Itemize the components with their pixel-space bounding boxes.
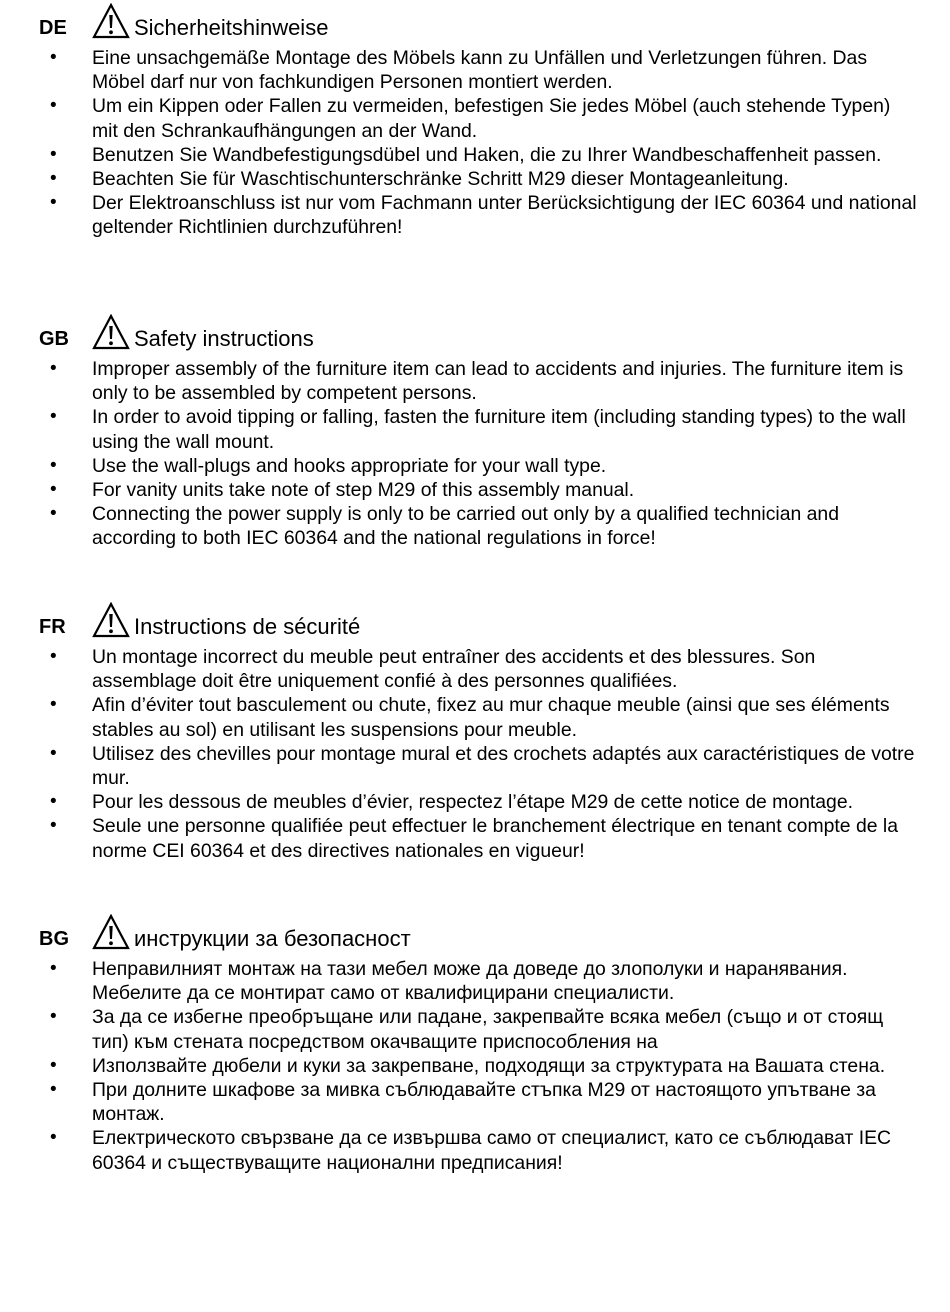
list-item [0,94,950,142]
language-code: BG [39,928,69,950]
section-heading [0,911,950,957]
language-code: DE [39,17,67,39]
list-item-text: Der Elektroanschluss ist nur vom Fachmann unter Berücksichtigung der IEC 60364 und national geltender Richtlinien durchzuführen! [92,192,917,239]
bullet-icon: • [50,503,57,525]
bullet-icon: • [50,791,57,813]
bullet-icon: • [50,815,57,837]
list-item [0,405,950,453]
warning-triangle-icon [92,314,130,350]
section-heading [0,0,950,46]
bullet-icon: • [50,406,57,428]
instruction-list [0,46,950,240]
bullet-icon: • [50,143,57,165]
section-fr [0,599,950,863]
list-item-text: In order to avoid tipping or falling, fasten the furniture item (including standing types) to the wall using the wall mount. [92,406,906,453]
list-item [0,742,950,790]
list-item [0,814,950,862]
warning-triangle-icon [92,602,130,638]
list-item-text: Improper assembly of the furniture item can lead to accidents and injuries. The furniture item is only to be assembled by competent persons. [92,358,904,405]
list-item-text: Pour les dessous de meubles d’évier, respectez l’étape M29 de cette notice de montage. [92,791,853,814]
list-item-text: Benutzen Sie Wandbefestigungsdübel und Haken, die zu Ihrer Wandbeschaffenheit passen. [92,143,882,166]
list-item [0,693,950,741]
list-item-text: For vanity units take note of step M29 of this assembly manual. [92,479,635,502]
list-item-text: Beachten Sie für Waschtischunterschränke Schritt M29 dieser Montageanleitung. [92,168,789,191]
list-item [0,1054,950,1078]
list-item [0,1005,950,1053]
bullet-icon: • [50,1006,57,1028]
list-item-text: Utilisez des chevilles pour montage mural et des crochets adaptés aux caractéristiques de votre mur. [92,742,915,790]
instruction-list [0,957,950,1175]
list-item [0,454,950,478]
list-item-text: Неправилният монтаж на тази мебел може да доведе до злополуки и наранявания. Мебелите да се монтират само от квалифицирани специалисти. [92,958,848,1005]
list-item-text: Connecting the power supply is only to be carried out only by a qualified technician and according to both IEC 60364 and the national regulations in force! [92,503,840,550]
list-item [0,957,950,1005]
section-heading [0,311,950,357]
list-item [0,1078,950,1126]
language-code: GB [39,328,69,350]
list-item [0,191,950,239]
section-de [0,0,950,240]
bullet-icon: • [50,1079,57,1101]
list-item-text: Eine unsachgemäße Montage des Möbels kann zu Unfällen und Verletzungen führen. Das Möbel darf nur von fachkundigen Personen montiert werden. [92,47,868,94]
list-item [0,167,950,191]
bullet-icon: • [50,192,57,214]
section-title: Safety instructions [134,326,314,351]
section-heading [0,599,950,645]
bullet-icon: • [50,1127,57,1149]
list-item-text: Um ein Kippen oder Fallen zu vermeiden, befestigen Sie jedes Möbel (auch stehende Typen) mit den Schrankaufhängungen an der Wand. [92,95,891,142]
bullet-icon: • [50,168,57,190]
bullet-icon: • [50,958,57,979]
list-item [0,790,950,814]
section-title: инструкции за безопасност [134,926,411,951]
list-item [0,143,950,167]
bullet-icon: • [50,358,57,379]
bullet-icon: • [50,742,57,764]
warning-triangle-icon [92,3,130,39]
section-title: Instructions de sécurité [134,614,361,639]
list-item-text: Seule une personne qualifiée peut effectuer le branchement électrique en tenant compte de la norme CEI 60364 et des directives nationales en vigueur! [92,815,898,862]
bullet-icon: • [50,47,57,68]
list-item-text: Afin d’éviter tout basculement ou chute, fixez au mur chaque meuble (ainsi que ses éléments stables au sol) en utilisant les suspensions pour meuble. [92,694,890,741]
list-item [0,645,950,693]
bullet-icon: • [50,646,57,667]
section-gb [0,311,950,551]
section-title: Sicherheitshinweise [134,15,329,40]
list-item-text: Електрическото свързване да се извършва само от специалист, като се съблюдават IEC 60364 и съществуващите национални предписания! [92,1127,892,1174]
list-item-text: Un montage incorrect du meuble peut entraîner des accidents et des blessures. Son assemblage doit être uniquement confié à des personnes qualifiées. [92,646,816,693]
list-item [0,46,950,94]
list-item-text: Използвайте дюбели и куки за закрепване, подходящи за структурата на Вашата стена. [92,1054,886,1077]
language-code: FR [39,616,66,638]
list-item-text: Use the wall-plugs and hooks appropriate for your wall type. [92,454,607,477]
bullet-icon: • [50,1054,57,1076]
list-item [0,502,950,550]
list-item-text: За да се избегне преобръщане или падане, закрепвайте всяка мебел (също и от стоящ тип) към стената посредством окачващите приспособления на [92,1006,884,1053]
list-item [0,1126,950,1174]
warning-triangle-icon [92,914,130,950]
list-item [0,357,950,405]
bullet-icon: • [50,479,57,501]
list-item [0,478,950,502]
bullet-icon: • [50,454,57,476]
section-bg [0,911,950,1175]
bullet-icon: • [50,694,57,716]
instruction-list [0,357,950,551]
instruction-list [0,645,950,863]
bullet-icon: • [50,95,57,117]
list-item-text: При долните шкафове за мивка съблюдавайте стъпка M29 от настоящото упътване за монтаж. [92,1079,876,1126]
